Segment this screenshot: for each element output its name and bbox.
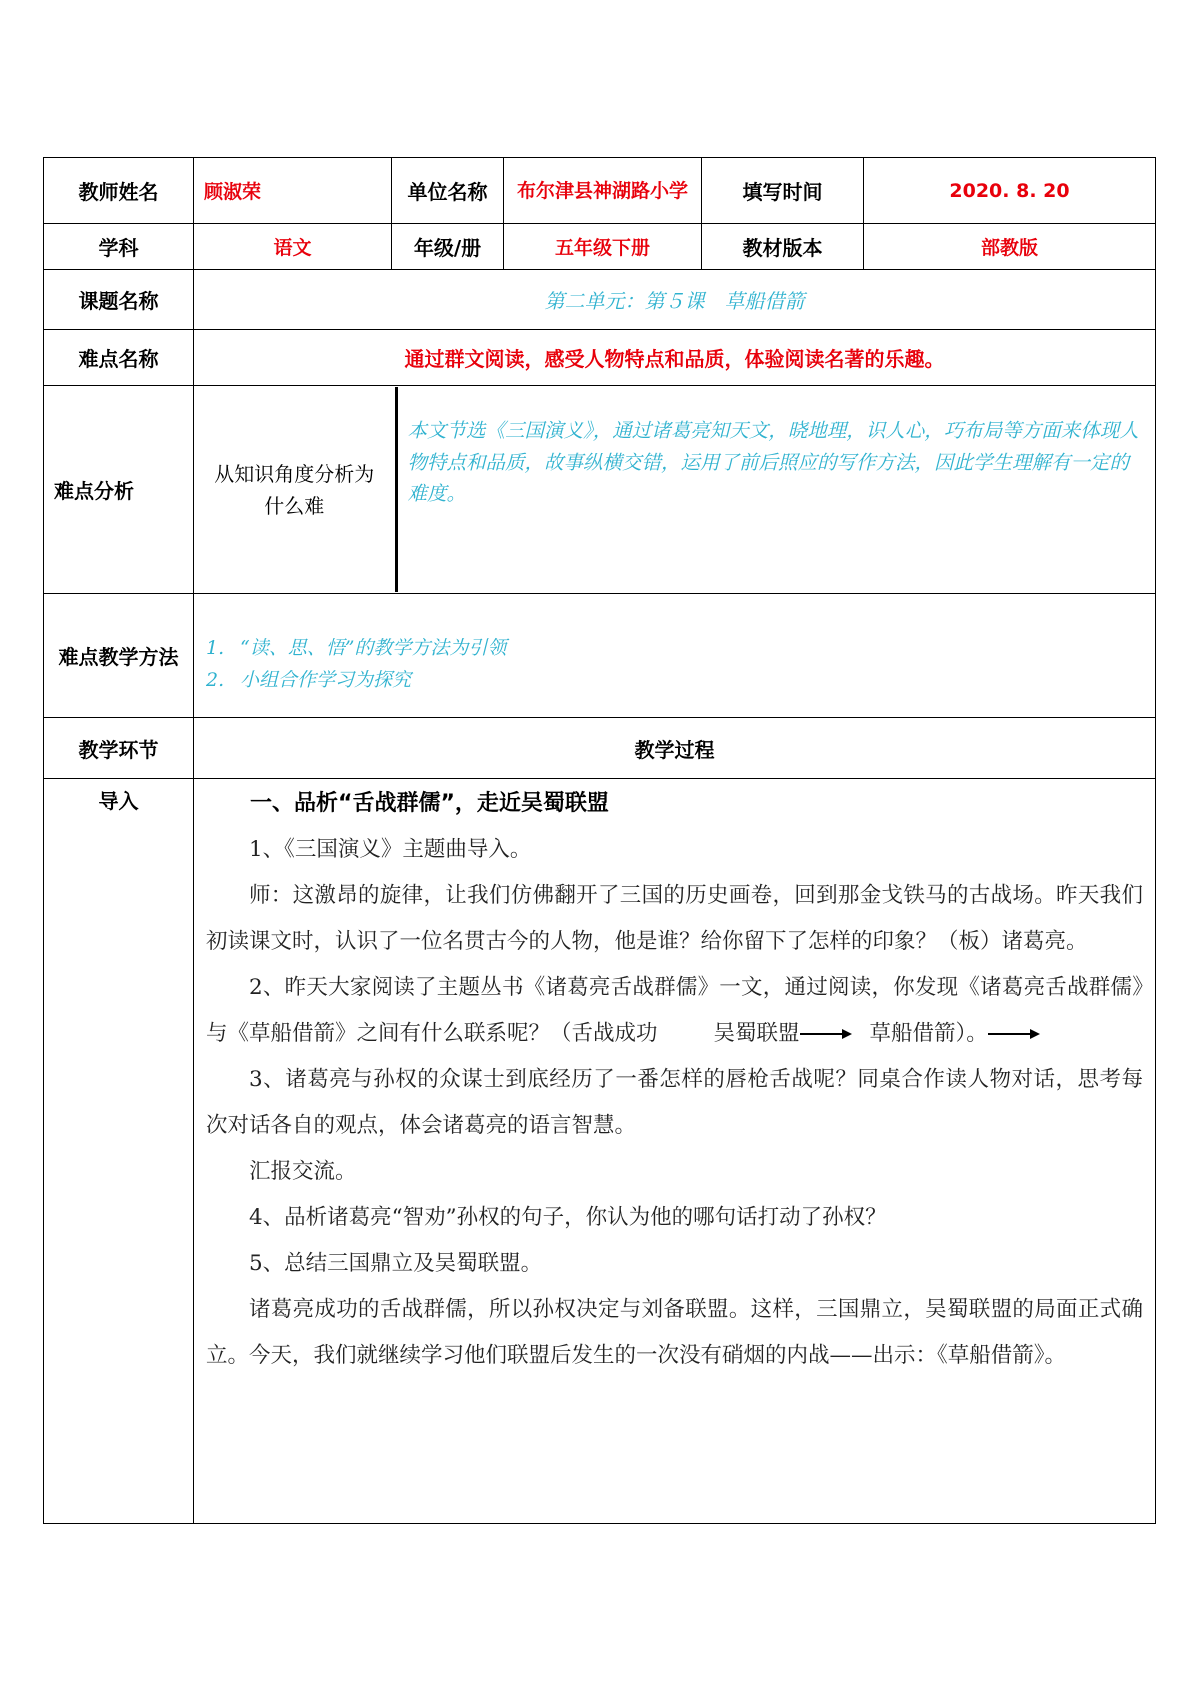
intro-heading: 一、品析“舌战群儒”，走近吴蜀联盟 [250,791,609,816]
intro-paragraph: 3、诸葛亮与孙权的众谋士到底经历了一番怎样的唇枪舌战呢？同桌合作读人物对话，思考每次对话各自的观点，体会诸葛亮的语言智慧。 [206,1067,1143,1138]
intro-paragraph: 汇报交流。 [249,1159,357,1184]
topic-value: 第二单元：第５课 草船借箭 [194,270,1156,330]
list-item: 1. “读、思、悟”的教学方法为引领 [206,636,507,659]
row-difficulty [44,330,1156,386]
unit-name-value: 布尔津县神湖路小学 [504,158,702,224]
row-process-header [44,718,1156,779]
row-teacher-info [44,158,1156,224]
topic-label: 课题名称 [44,270,194,330]
row-subject-info [44,224,1156,270]
intro-paragraph: 诸葛亮成功的舌战群儒，所以孙权决定与刘备联盟。这样，三国鼎立，吴蜀联盟的局面正式确立。今天，我们就继续学习他们联盟后发生的一次没有硝烟的内战——出示：《草船借箭》。 [206,1297,1143,1368]
process-header: 教学过程 [194,718,1156,779]
row-method [44,594,1156,718]
row-topic [44,270,1156,330]
subject-label: 学科 [44,224,194,270]
difficulty-value: 通过群文阅读，感受人物特点和品质，体验阅读名著的乐趣。 [194,330,1156,386]
arrow-icon [988,1028,1040,1040]
arrow-icon [800,1028,852,1040]
edition-label: 教材版本 [702,224,864,270]
analysis-label: 难点分析 [44,386,194,594]
lesson-plan-form [43,157,1155,1524]
analysis-sub-label: 从知识角度分析为什么难 [214,461,375,518]
row-intro [44,779,1156,1524]
unit-name-label: 单位名称 [392,158,504,224]
fill-time-label: 填写时间 [702,158,864,224]
intro-stage-label: 导入 [44,779,194,1524]
teacher-name-label: 教师姓名 [44,158,194,224]
method-label: 难点教学方法 [44,594,194,718]
list-item: 2. 小组合作学习为探究 [206,668,412,691]
grade-label: 年级/册 [392,224,504,270]
intro-paragraph: 1、《三国演义》主题曲导入。 [249,837,532,862]
intro-paragraph: 4、品析诸葛亮“智劝”孙权的句子，你认为他的哪句话打动了孙权？ [249,1205,887,1230]
difficulty-label: 难点名称 [44,330,194,386]
subject-value: 语文 [194,224,392,270]
intro-paragraph: 5、总结三国鼎立及吴蜀联盟。 [249,1251,543,1276]
grade-value: 五年级下册 [504,224,702,270]
intro-paragraph: 师：这激昂的旋律，让我们仿佛翻开了三国的历史画卷，回到那金戈铁马的古战场。昨天我们初读课文时，认识了一位名贯古今的人物，他是谁？给你留下了怎样的印象？（板）诸葛亮。 [206,883,1143,954]
analysis-text: 本文节选《三国演义》，通过诸葛亮知天文，晓地理，识人心，巧布局等方面来体现人物特点和品质，故事纵横交错，运用了前后照应的写作方法，因此学生理解有一定的难度。 [396,387,1155,592]
analysis-inner-table [194,387,1155,592]
method-list [194,632,1155,696]
fill-time-value: 2020. 8. 20 [864,158,1156,224]
method-cell [194,594,1156,718]
edition-value: 部教版 [864,224,1156,270]
intro-paragraph-relation: 2、昨天大家阅读了主题丛书《诸葛亮舌战群儒》一文，通过阅读，你发现《诸葛亮舌战群儒》与《草船借箭》之间有什么联系呢？（舌战成功 吴蜀联盟 草船借箭）。 [206,975,1143,1046]
analysis-cell [194,386,1156,594]
stage-header: 教学环节 [44,718,194,779]
teacher-name-value: 顾淑荣 [194,158,392,224]
lesson-plan-table [43,157,1156,1524]
intro-process-cell [194,779,1156,1524]
row-analysis [44,386,1156,594]
